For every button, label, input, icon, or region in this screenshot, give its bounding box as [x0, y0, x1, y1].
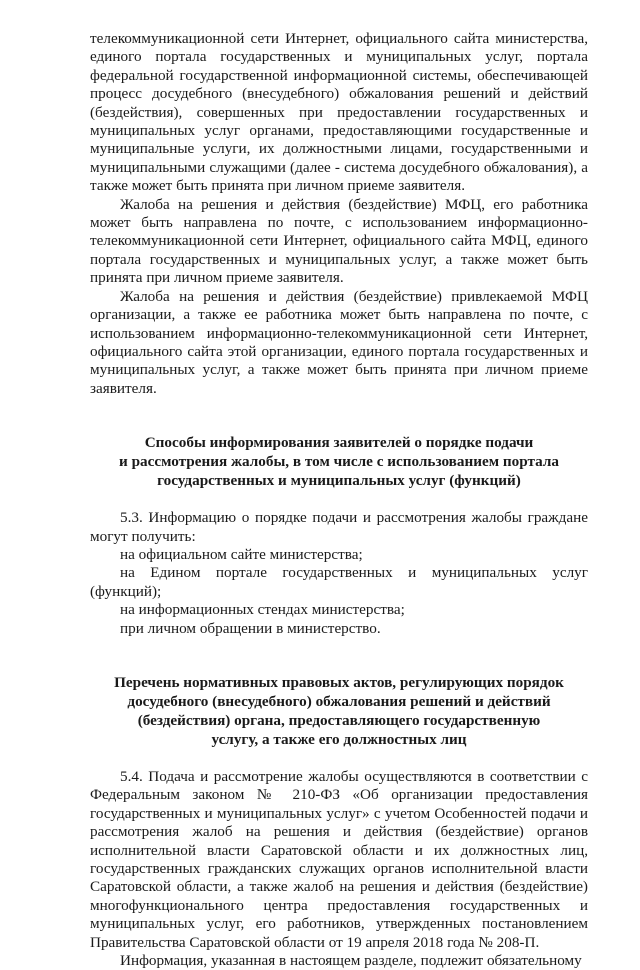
heading-line: и рассмотрения жалобы, в том числе с использованием портала	[119, 453, 559, 471]
section-heading-regulations	[90, 673, 588, 749]
spacer	[90, 749, 588, 768]
spacer	[90, 398, 588, 433]
heading-line: услугу, а также его должностных лиц	[211, 730, 467, 748]
spacer	[90, 490, 588, 509]
paragraph-mfc-complaint: Жалоба на решения и действия (бездействие) МФЦ, его работника может быть направлена по почте, с использованием информационно-телекоммуникационной сети Интернет, официального сайта МФЦ, единого портала государственных и муниципальных услуг, а также может быть принята при личном приеме заявителя.	[90, 195, 588, 287]
spacer	[90, 638, 588, 673]
heading-line: Способы информирования заявителей о порядке подачи	[144, 434, 534, 452]
paragraph-5-3: 5.3. Информацию о порядке подачи и рассмотрения жалобы граждане могут получить:	[90, 509, 588, 545]
paragraph-5-4: 5.4. Подача и рассмотрение жалобы осуществляются в соответствии с Федеральным законом № 210-ФЗ «Об организации предоставления государственных и муниципальных услуг» с учетом Особенностей подачи и рассмотрения жалоб на решения и действия (бездействие) органов исполнительной власти Саратовской области и их должностных лиц, государственных гражданских служащих органов исполнительной власти Саратовской области, а также жалоб на решения и действия (бездействие) многофункционального центра предоставления государственных и муниципальных услуг, его работников, утвержденных постановлением Правительства Саратовской области от 19 апреля 2018 года № 208-П.	[90, 767, 588, 951]
heading-line: (бездействия) органа, предоставляющего государственную	[137, 711, 541, 729]
heading-line: досудебного (внесудебного) обжалования решений и действий	[127, 692, 551, 710]
list-item: при личном обращении в министерство.	[120, 619, 381, 637]
paragraph-organization-complaint: Жалоба на решения и действия (бездействие) привлекаемой МФЦ организации, а также ее работника может быть направлена по почте, с использованием информационно-телекоммуникационной сети Интернет, официального сайта этой организации, единого портала государственных и муниципальных услуг, а также может быть принята при личном приеме заявителя.	[90, 287, 588, 397]
heading-line: Перечень нормативных правовых актов, регулирующих порядок	[114, 673, 564, 691]
paragraph-information: Информация, указанная в настоящем разделе, подлежит обязательному	[120, 952, 582, 970]
section-heading-informing	[90, 433, 588, 490]
document-page	[90, 30, 588, 970]
heading-line: государственных и муниципальных услуг (функций)	[157, 472, 521, 490]
list-item: на Едином портале государственных и муниципальных услуг (функций);	[90, 564, 588, 600]
paragraph-continuation: телекоммуникационной сети Интернет, официального сайта министерства, единого портала государственных и муниципальных услуг, портала федеральной государственной информационной системы, обеспечивающей процесс досудебного (внесудебного) обжалования решений и действий (бездействия), совершенных при предоставлении государственных и муниципальных услуг органами, предоставляющими государственные и муниципальные услуги, их должностными лицами, государственными и муниципальными служащими (далее - система досудебного обжалования), а также может быть принята при личном приеме заявителя.	[90, 30, 588, 195]
list-item: на информационных стендах министерства;	[120, 601, 405, 619]
list-item: на официальном сайте министерства;	[120, 545, 363, 563]
